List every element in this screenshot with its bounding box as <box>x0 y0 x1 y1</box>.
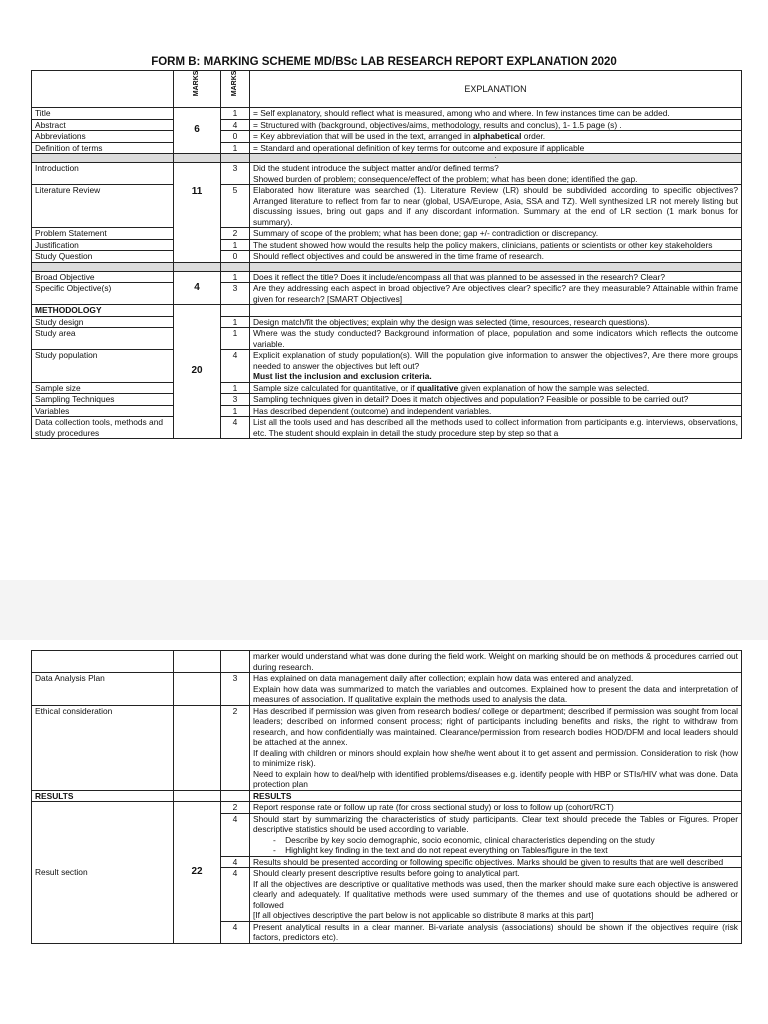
section-heading-methodology: METHODOLOGY <box>32 305 174 317</box>
criterion-label: Abbreviations <box>32 131 174 143</box>
criterion-label: Study population <box>32 350 174 383</box>
table-row <box>32 131 742 143</box>
criterion-mark: 1 <box>221 239 250 251</box>
criterion-mark: 4 <box>221 350 250 383</box>
criterion-explanation: Present analytical results in a clear manner. Bi-variate analysis (associations) should be shown if the objectives require (risk factors, predictors etc). <box>250 921 742 943</box>
criterion-label: Result section <box>32 802 174 944</box>
criterion-label: Problem Statement <box>32 228 174 240</box>
criterion-explanation: Where was the study conducted? Background information of place, population and some indicators which reflects the outcome variable. <box>250 328 742 350</box>
criterion-explanation: Summary of scope of the problem; what has been done; gap +/- contradiction or discrepancy. <box>250 228 742 240</box>
table-row <box>32 283 742 305</box>
criterion-explanation: Has explained on data management daily after collection; explain how data was entered and analyzed. Explain how data was summarized to match the variables and outcomes. Explained how to present the data and interpretation of measures of association. If qualitative explain the methods used to analysis the data. <box>250 673 742 706</box>
criterion-explanation: Are they addressing each aspect in broad objective? Are objectives clear? specific? are they measurable? Attainable within frame given for research? [SMART Objectives] <box>250 283 742 305</box>
criterion-label: Justification <box>32 239 174 251</box>
criterion-label: Broad Objective <box>32 271 174 283</box>
header-marks-total: MARKS <box>174 71 221 108</box>
criterion-label: Definition of terms <box>32 142 174 154</box>
criterion-mark: 1 <box>221 316 250 328</box>
criterion-mark: 0 <box>221 131 250 143</box>
criterion-label: Abstract <box>32 119 174 131</box>
criterion-mark: 1 <box>221 405 250 417</box>
criterion-explanation: Design match/fit the objectives; explain why the design was selected (time, resources, research questions). <box>250 316 742 328</box>
criterion-mark: 4 <box>221 856 250 868</box>
criterion-label: Data Analysis Plan <box>32 673 174 706</box>
criterion-explanation: Should start by summarizing the characteristics of study participants. Clear text should precede the Tables or Figures. Proper descriptive statistics should be used according to variable. - Describe by key socio demographic, socio economic, clinical characteristics depending on the study - Highlight key finding in the text and do not repeat everything on Tables/figure in the text <box>250 813 742 856</box>
criterion-explanation: Should clearly present descriptive results before going to analytical part. If all the objectives are descriptive or qualitative methods was used, then the marker should make sure each objective is answered clearly and adequately. If qualitative methods were used summary of the themes and use of quotations should be adhered or followed [If all objectives descriptive the part below is not applicable so distribute 8 marks at this part] <box>250 868 742 922</box>
criterion-mark: 5 <box>221 185 250 228</box>
criterion-label: Study Question <box>32 251 174 263</box>
criterion-explanation: Report response rate or follow up rate (for cross sectional study) or loss to follow up (cohort/RCT) <box>250 802 742 814</box>
section-total: 20 <box>174 305 221 439</box>
criterion-mark: 1 <box>221 271 250 283</box>
criterion-mark: 1 <box>221 108 250 120</box>
header-explanation: EXPLANATION <box>250 71 742 108</box>
form-title: FORM B: MARKING SCHEME MD/BSc LAB RESEARCH REPORT EXPLANATION 2020 <box>151 56 617 68</box>
marking-scheme-table-part2 <box>31 650 742 944</box>
table-row <box>32 239 742 251</box>
criterion-label: Introduction <box>32 163 174 185</box>
criterion-explanation: Sampling techniques given in detail? Does it match objectives and population? Feasible or possible to be carried out? <box>250 394 742 406</box>
criterion-label: Ethical consideration <box>32 705 174 790</box>
criterion-explanation: Has described if permission was given from research bodies/ college or department; described if permission was sought from local leaders; described on informed consent process; right of participants including benefits and risks, the right to withdraw from research, and how confidentially was maintained. Clearance/permission from research bodies HOD/DFM and local leaders should be attached at the annex. If dealing with children or minors should explain how she/he went about it to get assent and permission. Consideration to risk (how to minimize risk). Need to explain how to deal/help with identified problems/diseases e.g. identify people with HBP or STIs/HIV what was done. Data protection plan <box>250 705 742 790</box>
criterion-mark: 3 <box>221 163 250 185</box>
criterion-mark: 4 <box>221 813 250 856</box>
document-page-2 <box>0 640 768 1024</box>
criterion-explanation: = Key abbreviation that will be used in the text, arranged in alphabetical order. <box>250 131 742 143</box>
table-row <box>32 790 742 802</box>
section-divider <box>32 262 742 271</box>
section-total: 4 <box>174 271 221 305</box>
criterion-label: Study design <box>32 316 174 328</box>
criterion-label: Sample size <box>32 382 174 394</box>
table-row <box>32 651 742 673</box>
table-row <box>32 802 742 814</box>
table-row <box>32 108 742 120</box>
section-heading-results: RESULTS <box>32 790 174 802</box>
header-blank <box>32 71 174 108</box>
marking-scheme-table-part1 <box>31 70 742 439</box>
table-row <box>32 305 742 317</box>
section-total: 11 <box>174 163 221 263</box>
section-divider: . <box>32 154 742 163</box>
table-row <box>32 119 742 131</box>
list-item: - Describe by key socio demographic, socio economic, clinical characteristics depending on the study <box>273 834 655 845</box>
table-row <box>32 405 742 417</box>
table-row <box>32 417 742 439</box>
criterion-mark: 4 <box>221 921 250 943</box>
criterion-mark: 3 <box>221 673 250 706</box>
table-row <box>32 394 742 406</box>
header-marks: MARKS <box>221 71 250 108</box>
criterion-mark: 4 <box>221 119 250 131</box>
criterion-label: Literature Review <box>32 185 174 228</box>
table-row <box>32 163 742 185</box>
criterion-explanation: Does it reflect the title? Does it include/encompass all that was planned to be assessed in the research? Clear? <box>250 271 742 283</box>
table-header-row <box>32 71 742 108</box>
criterion-explanation: List all the tools used and has described all the methods used to collect information from participants e.g. interviews, observations, etc. The student should explain in detail the study procedure step by step so that a <box>250 417 742 439</box>
table-row <box>32 185 742 228</box>
criterion-mark: 2 <box>221 802 250 814</box>
criterion-label: Specific Objective(s) <box>32 283 174 305</box>
table-row <box>32 328 742 350</box>
criterion-explanation: Has described dependent (outcome) and independent variables. <box>250 405 742 417</box>
criterion-mark: 1 <box>221 382 250 394</box>
criterion-mark: 1 <box>221 142 250 154</box>
table-row <box>32 382 742 394</box>
criterion-explanation: = Self explanatory, should reflect what is measured, among who and where. In few instances time can be added. <box>250 108 742 120</box>
criterion-label: Sampling Techniques <box>32 394 174 406</box>
criterion-explanation: = Structured with (background, objectives/aims, methodology, results and conclus), 1- 1.5 page (s) . <box>250 119 742 131</box>
table-row <box>32 350 742 383</box>
criterion-mark: 1 <box>221 328 250 350</box>
list-item: - Highlight key finding in the text and do not repeat everything on Tables/figure in the text <box>273 845 608 855</box>
criterion-label: Data collection tools, methods and study procedures <box>32 417 174 439</box>
criterion-label: Variables <box>32 405 174 417</box>
table-row <box>32 316 742 328</box>
criterion-mark: 3 <box>221 394 250 406</box>
table-row <box>32 228 742 240</box>
criterion-mark: 2 <box>221 705 250 790</box>
criterion-explanation: marker would understand what was done during the field work. Weight on marking should be on methods & procedures carried out during research. <box>250 651 742 673</box>
criterion-label: Study area <box>32 328 174 350</box>
section-total: 22 <box>174 802 221 944</box>
criterion-explanation: The student showed how would the results help the policy makers, clinicians, patients or scientists or other key stakeholders <box>250 239 742 251</box>
criterion-explanation: Should reflect objectives and could be answered in the time frame of research. <box>250 251 742 263</box>
section-heading-results-2: RESULTS <box>250 790 742 802</box>
table-row <box>32 142 742 154</box>
criterion-explanation: Elaborated how literature was searched (1). Literature Review (LR) should be subdivided according to specific objectives? Arranged literature to reflect from far to near (global, USA/Europe, Asia, SSA and TZ). Well synthesized LR not merely listing but discussing issues, bring out gaps and if any discordant information. Summary at the end of LR section (1 mark bonus for summary). <box>250 185 742 228</box>
table-row <box>32 251 742 263</box>
criterion-explanation: Explicit explanation of study population(s). Will the population give information to answer the objectives?, Are there more groups needed to answer the objectives but left out? Must list the inclusion and exclusion criteria. <box>250 350 742 383</box>
criterion-mark: 4 <box>221 417 250 439</box>
criterion-explanation: = Standard and operational definition of key terms for outcome and exposure if applicable <box>250 142 742 154</box>
criterion-mark: 0 <box>221 251 250 263</box>
criterion-explanation: Sample size calculated for quantitative, or if qualitative given explanation of how the sample was selected. <box>250 382 742 394</box>
criterion-label: Title <box>32 108 174 120</box>
section-total: 6 <box>174 108 221 154</box>
criterion-explanation: Results should be presented according or following specific objectives. Marks should be given to results that are well described <box>250 856 742 868</box>
table-row <box>32 673 742 706</box>
criterion-mark: 4 <box>221 868 250 922</box>
table-row <box>32 705 742 790</box>
criterion-mark: 3 <box>221 283 250 305</box>
criterion-explanation: Did the student introduce the subject matter and/or defined terms? Showed burden of problem; consequence/effect of the problem; what has been done; identified the gap. <box>250 163 742 185</box>
table-row <box>32 271 742 283</box>
criterion-mark: 2 <box>221 228 250 240</box>
